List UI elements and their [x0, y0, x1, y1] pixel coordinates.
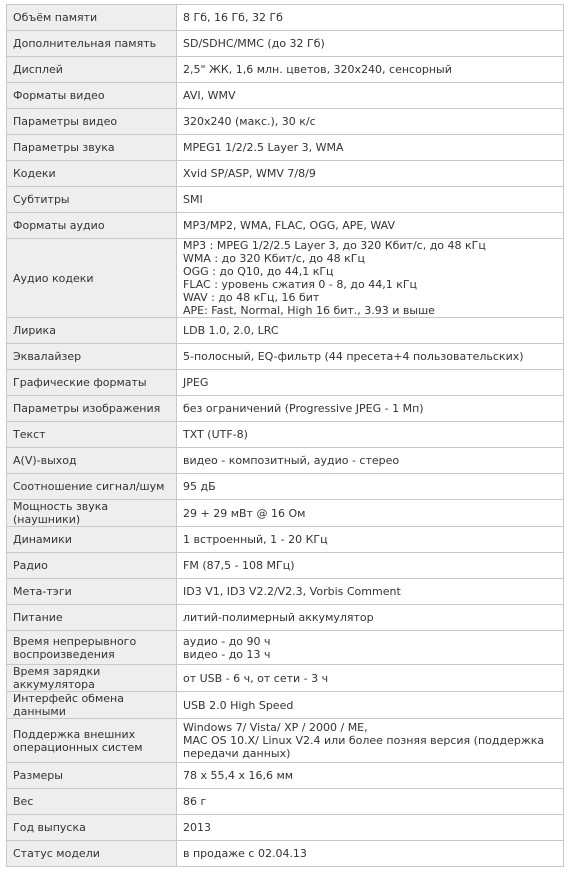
spec-label: Время непрерывного воспроизведения	[7, 631, 177, 665]
spec-value	[177, 631, 564, 665]
spec-value	[177, 5, 564, 31]
spec-label: Мощность звука (наушники)	[7, 500, 177, 527]
spec-value	[177, 161, 564, 187]
spec-value	[177, 553, 564, 579]
spec-value-line: 86 г	[183, 795, 207, 808]
spec-row	[7, 448, 564, 474]
spec-value	[177, 109, 564, 135]
spec-value	[177, 344, 564, 370]
spec-row	[7, 187, 564, 213]
spec-value-line: USB 2.0 High Speed	[183, 698, 294, 712]
spec-row	[7, 83, 564, 109]
spec-value-line: WAV : до 48 кГц, 16 бит	[183, 291, 320, 304]
spec-value-line: литий-полимерный аккумулятор	[183, 611, 374, 624]
spec-row	[7, 579, 564, 605]
spec-label: Интерфейс обмена данными	[7, 692, 177, 719]
spec-label: Субтитры	[7, 187, 177, 213]
spec-value-line: от USB - 6 ч, от сети - 3 ч	[183, 671, 329, 685]
spec-value	[177, 500, 564, 527]
spec-value	[177, 83, 564, 109]
spec-value-line: видео - композитный, аудио - стерео	[183, 454, 400, 467]
spec-value	[177, 135, 564, 161]
spec-value	[177, 841, 564, 867]
spec-value	[177, 396, 564, 422]
spec-value-line: 2,5" ЖК, 1,6 млн. цветов, 320x240, сенсорный	[183, 63, 452, 76]
spec-row	[7, 344, 564, 370]
spec-value	[177, 527, 564, 553]
spec-label: Соотношение сигнал/шум	[7, 474, 177, 500]
spec-value	[177, 789, 564, 815]
spec-value	[177, 665, 564, 692]
spec-label: Размеры	[7, 763, 177, 789]
spec-label: Объём памяти	[7, 5, 177, 31]
spec-row	[7, 841, 564, 867]
spec-label: Графические форматы	[7, 370, 177, 396]
spec-label: Текст	[7, 422, 177, 448]
spec-value-line: MAC OS 10.X/ Linux V2.4 или более позняя версия (поддержка	[183, 734, 545, 747]
spec-value-line: передачи данных)	[183, 747, 291, 760]
spec-value	[177, 370, 564, 396]
spec-value-line: 8 Гб, 16 Гб, 32 Гб	[183, 11, 283, 24]
spec-row	[7, 422, 564, 448]
spec-row	[7, 109, 564, 135]
spec-value	[177, 318, 564, 344]
spec-value	[177, 763, 564, 789]
spec-value-line: AVI, WMV	[183, 89, 236, 102]
spec-label: Статус модели	[7, 841, 177, 867]
spec-row	[7, 527, 564, 553]
specifications-table	[6, 4, 564, 867]
spec-value-line: 29 + 29 мВт @ 16 Ом	[183, 506, 306, 520]
spec-value-line: 5-полосный, EQ-фильтр (44 пресета+4 пользовательских)	[183, 350, 524, 363]
spec-label: Параметры видео	[7, 109, 177, 135]
spec-row	[7, 719, 564, 763]
specifications-table-body	[7, 5, 564, 867]
spec-value-line: MP3/MP2, WMA, FLAC, OGG, APE, WAV	[183, 219, 395, 232]
spec-label: Вес	[7, 789, 177, 815]
spec-row	[7, 605, 564, 631]
spec-value-line: JPEG	[183, 376, 209, 389]
spec-value-line: TXT (UTF-8)	[183, 428, 248, 441]
spec-value-line: Windows 7/ Vista/ XP / 2000 / ME,	[183, 721, 368, 734]
spec-row	[7, 553, 564, 579]
spec-value	[177, 605, 564, 631]
spec-label: Поддержка внешних операционных систем	[7, 719, 177, 763]
spec-value-line: без ограничений (Progressive JPEG - 1 Мп)	[183, 402, 424, 415]
spec-value-line: FM (87,5 - 108 МГц)	[183, 559, 295, 572]
spec-row	[7, 665, 564, 692]
spec-label: Мета-тэги	[7, 579, 177, 605]
spec-value-line: MP3 : MPEG 1/2/2.5 Layer 3, до 320 Кбит/с, до 48 кГц	[183, 239, 486, 252]
spec-label: Динамики	[7, 527, 177, 553]
spec-value-line: в продаже с 02.04.13	[183, 847, 307, 860]
spec-value	[177, 815, 564, 841]
spec-row	[7, 631, 564, 665]
spec-row	[7, 161, 564, 187]
spec-row	[7, 500, 564, 527]
spec-value	[177, 239, 564, 318]
spec-value-line: FLAC : уровень сжатия 0 - 8, до 44,1 кГц	[183, 278, 418, 291]
spec-value	[177, 187, 564, 213]
spec-value	[177, 474, 564, 500]
spec-label: Форматы аудио	[7, 213, 177, 239]
spec-value-line: 78 x 55,4 x 16,6 мм	[183, 769, 294, 782]
spec-row	[7, 789, 564, 815]
spec-row	[7, 815, 564, 841]
spec-value-line: аудио - до 90 ч	[183, 634, 271, 648]
spec-value	[177, 448, 564, 474]
spec-value-line: SD/SDHC/MMC (до 32 Гб)	[183, 37, 325, 50]
spec-value-line: SMI	[183, 193, 203, 206]
spec-row	[7, 57, 564, 83]
spec-value-line: Xvid SP/ASP, WMV 7/8/9	[183, 167, 316, 180]
spec-value-line: 320x240 (макс.), 30 к/с	[183, 115, 316, 128]
spec-label: Лирика	[7, 318, 177, 344]
spec-value-line: 2013	[183, 821, 211, 834]
spec-value-line: LDB 1.0, 2.0, LRC	[183, 324, 279, 337]
spec-value	[177, 692, 564, 719]
spec-label: Эквалайзер	[7, 344, 177, 370]
spec-value-line: MPEG1 1/2/2.5 Layer 3, WMA	[183, 141, 344, 154]
spec-row	[7, 763, 564, 789]
spec-label: Параметры звука	[7, 135, 177, 161]
spec-value	[177, 422, 564, 448]
spec-label: Питание	[7, 605, 177, 631]
spec-row	[7, 213, 564, 239]
spec-label: Дополнительная память	[7, 31, 177, 57]
spec-row	[7, 318, 564, 344]
spec-row	[7, 135, 564, 161]
spec-value-line: OGG : до Q10, до 44,1 кГц	[183, 265, 334, 278]
spec-row	[7, 5, 564, 31]
spec-value-line: видео - до 13 ч	[183, 647, 271, 661]
spec-value	[177, 31, 564, 57]
spec-label: Дисплей	[7, 57, 177, 83]
spec-label: Радио	[7, 553, 177, 579]
spec-value	[177, 719, 564, 763]
spec-value	[177, 57, 564, 83]
spec-row	[7, 31, 564, 57]
spec-row	[7, 239, 564, 318]
spec-label: Параметры изображения	[7, 396, 177, 422]
spec-value-line: APE: Fast, Normal, High 16 бит., 3.93 и выше	[183, 304, 435, 317]
spec-value-line: 1 встроенный, 1 - 20 КГц	[183, 533, 328, 546]
spec-label: Аудио кодеки	[7, 239, 177, 318]
spec-value-line: WMA : до 320 Кбит/с, до 48 кГц	[183, 252, 365, 265]
spec-label: A(V)-выход	[7, 448, 177, 474]
spec-label: Форматы видео	[7, 83, 177, 109]
spec-label: Год выпуска	[7, 815, 177, 841]
spec-value-line: 95 дБ	[183, 480, 216, 493]
spec-row	[7, 396, 564, 422]
spec-row	[7, 692, 564, 719]
spec-label: Кодеки	[7, 161, 177, 187]
spec-value-line: ID3 V1, ID3 V2.2/V2.3, Vorbis Comment	[183, 585, 401, 598]
spec-row	[7, 370, 564, 396]
spec-label: Время зарядки аккумулятора	[7, 665, 177, 692]
spec-value	[177, 579, 564, 605]
spec-row	[7, 474, 564, 500]
spec-value	[177, 213, 564, 239]
